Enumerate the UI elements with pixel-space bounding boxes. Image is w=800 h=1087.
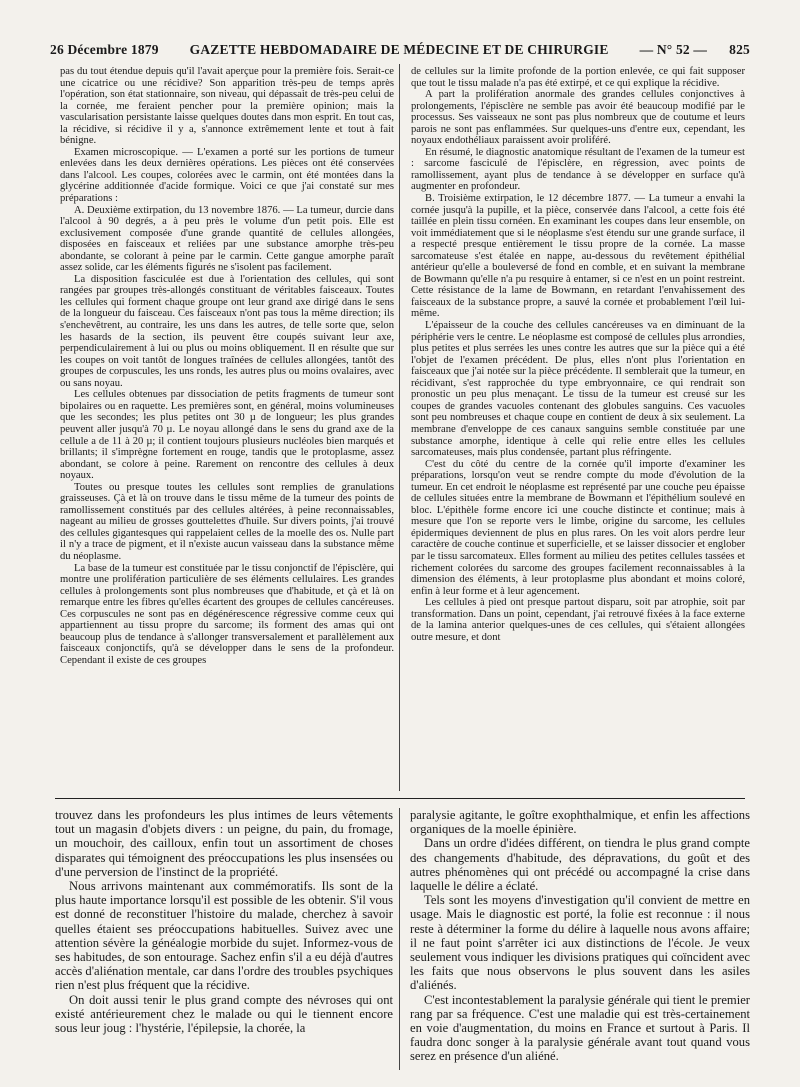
- paragraph: B. Troisième extirpation, le 12 décembre 1877. — La tumeur a envahi la cornée jusqu'à la pupille, et la pièce, conservée dans l'alcool, a cette fois été taillée en plein tissu cornéen. En examinant les coupes dans leur ensemble, on voit immédiatement que si le néoplasme s'est étendu sur une grande surface, il a respecté presque entièrement le tissu propre de la cornée. La masse sarcomateuse s'est étalée en nappe, au-dessous du revêtement épithélial antérieur qu'elle a bouleversé de fond en comble, et en suivant la membrane de Bowmann qu'elle n'a pu resquire à entamer, si ce n'est en un point restreint. Cette résistance de la lame de Bowmann, en retardant l'envahissement des faisceaux de la substance propre, a sauvé la cornée et probablement l'œil lui-même.: [411, 193, 745, 320]
- paragraph: A. Deuxième extirpation, du 13 novembre 1876. — La tumeur, durcie dans l'alcool à 90 degrés, a à peu près le volume d'un petit pois. Elle est exclusivement composée d'une grande quantité de cellules allongées, disposées en faisceaux et reliées par une substance amorphe très-peu abondante, se colorant à peine par le carmin. Cette gangue amorphe paraît assez solide, car les éléments figurés ne s'isolent pas facilement.: [60, 204, 394, 274]
- column-divider-top: [399, 64, 400, 791]
- paragraph: pas du tout étendue depuis qu'il l'avait aperçue pour la première fois. Serait-ce une cicatrice ou une récidive? Son apparition très-peu de temps après l'opération, son état stationnaire, son niveau, qui dépassait de très-peu celui de la cornée, me feraient pencher pour la première opinion; mais la vascularisation persistante laisse quelques doutes dans mon esprit. En tout cas, la récidive, si récidive il y a, s'annonce extrêmement lente et tout à fait bénigne.: [60, 66, 394, 147]
- paragraph: C'est incontestablement la paralysie générale qui tient le premier rang par sa fréquence. C'est une maladie qui est très-certainement en voie d'augmentation, du moins en France et surtout à Paris. Il faudra donc songer à la paralysie générale avant tout quand vous serez en présence d'un aliéné.: [410, 992, 750, 1064]
- paragraph: La base de la tumeur est constituée par le tissu conjonctif de l'épisclère, qui montre une prolifération particulière de ses éléments cellulaires. Les grandes cellules à prolongements sont plus nombreuses que d'habitude, et çà et là on remarque entre les fibres qu'elles écartent des groupes de cellules cancéreuses. Ces corpuscules ne sont pas en dégénérescence régressive comme ceux qui appartiennent au tissu propre du sarcome; ils forment des amas qui ont beaucoup plus de tendance à s'allonger transversalement et parallèlement aux faisceaux conjonctifs, qu'à se développer dans le sens de la profondeur. Cependant il existe de ces groupes: [60, 562, 394, 666]
- paragraph: En résumé, le diagnostic anatomique résultant de l'examen de la tumeur est : sarcome fasciculé de l'épisclère, en régression, avec points de ramollissement, ayant plus de tendance à se développer en surface qu'à augmenter en profondeur.: [411, 146, 745, 193]
- bottom-right-column: [410, 808, 750, 1074]
- paragraph: La disposition fasciculée est due à l'orientation des cellules, qui sont rangées par groupes très-allongés constituant de véritables faisceaux. Toutes les cellules qui forment chaque groupe ont leur grand axe dirigé dans le sens de la longueur du faisceau. Ces faisceaux n'ont pas tous la même direction; ils s'enchevêtrent, au contraire, les uns dans les autres, de telle sorte que, selon les hasards de la section, ils peuvent être coupés suivant leur axe, perpendiculairement à lui ou plus ou moins obliquement. Il en résulte que sur les coupes on voit tantôt de longues traînées de cellules allongées, tantôt des groupes de corpuscules, les uns ronds, les autres plus ou moins ovalaires, avec ou sans noyau.: [60, 273, 394, 389]
- paragraph: On doit aussi tenir le plus grand compte des névroses qui ont existé antérieurement chez le malade ou qui le tiennent encore sous leur joug : l'hystérie, l'épilepsie, la chorée, la: [55, 992, 393, 1036]
- issue-number: — N° 52 —: [639, 42, 708, 57]
- paragraph: C'est du côté du centre de la cornée qu'il importe d'examiner les préparations, lorsqu'on veut se rendre compte du mode d'évolution de la tumeur. En cet endroit le néoplasme est représenté par une couche peu épaisse de cellules situées entre la membrane de Bowmann et l'épithélium soulevé en bloc. L'épithèle forme encore ici une couche distincte et continue; mais à mesure que l'on se reporte vers le limbe, origine du sarcome, les cellules épidermiques deviennent de plus en plus rares. On les voit alors perdre leur caractère de couche continue et superficielle, et se laisser dissocier et englober par le tissu sarcomateux. Elles forment au milieu des petites cellules tassées et richement colorées du sarcome des groupes facilement reconnaissables à la dimension des éléments, à leur protoplasme plus abondant et moins coloré, enfin à leur forme et à leur agencement.: [411, 458, 745, 597]
- column-divider-bottom: [399, 808, 400, 1070]
- paragraph: Toutes ou presque toutes les cellules sont remplies de granulations graisseuses. Çà et là on trouve dans le tissu même de la tumeur des points de ramollissement constitués par des cellules altérées, à peine reconnaissables, nageant au milieu de grosses gouttelettes d'huile. Sur divers points, j'ai trouvé des cellules gigantesques qui rappelaient celles de la moelle des os. Nulle part il n'y a trace de pigment, et il n'existe aucun vaisseau dans la substance même du néoplasme.: [60, 481, 394, 562]
- top-left-column: [60, 66, 394, 793]
- paragraph: trouvez dans les profondeurs les plus intimes de leurs vêtements tout un magasin d'objets divers : un peigne, du pain, du fromage, un mouchoir, des cailloux, enfin tout un assortiment de choses disparates qui témoignent des préoccupations les plus insensées ou d'une perversion de l'instinct de la propriété.: [55, 808, 393, 879]
- top-right-column: [411, 66, 745, 793]
- paragraph: A part la prolifération anormale des grandes cellules conjonctives à prolongements, l'épisclère ne semble pas avoir été beaucoup modifié par le processus. Ses vaisseaux ne sont pas plus nombreux que de coutume et leurs parois ne sont pas enflammées. Sur quelques-uns d'entre eux, cependant, les noyaux endothéliaux paraissent avoir proliféré.: [411, 89, 745, 147]
- page-number: 825: [729, 42, 750, 57]
- paragraph: Les cellules à pied ont presque partout disparu, soit par atrophie, soit par transformation. Dans un point, cependant, j'ai retrouvé fixées à la face externe de la lamina anterior quelques-unes de ces cellules, qui s'étaient allongées outre mesure, et dont: [411, 597, 745, 643]
- section-divider: [55, 798, 745, 799]
- paragraph: Les cellules obtenues par dissociation de petits fragments de tumeur sont bipolaires ou en raquette. Les premières sont, en général, moins volumineuses que les secondes; les plus petites ont 30 µ de longueur; les plus grandes peuvent aller jusqu'à 70 µ. Le noyau allongé dans le sens du grand axe de la cellule a de 11 à 20 µ; il contient toujours plusieurs nucléoles bien marqués et brillants; il s'imprègne fortement en rouge, tandis que le protoplasme, assez abondant, se colore à peine. Rarement on rencontre des cellules à deux noyaux.: [60, 389, 394, 482]
- paragraph: L'épaisseur de la couche des cellules cancéreuses va en diminuant de la périphérie vers le centre. Le néoplasme est composé de cellules plus arrondies, plus petites et plus serrées les unes contre les autres que sur la pièce qui a été l'objet de l'examen précédent. De plus, elles n'ont plus l'orientation en faisceaux que j'ai notée sur la pièce précédente. Il semblerait que la tumeur, en récidivant, s'est rapprochée du type embryonnaire, ce qui rendrait son pronostic un peu plus menaçant. Le tissu de la tumeur est creusé sur les coupes de grandes vacuoles contenant des globules sanguins. Ces vacuoles sont peu nombreuses et chaque coupe en contient de deux à six seulement. La membrane d'enveloppe de ces canaux sanguins semble constituée par une substance amorphe, identique à celle qui relie entre elles les cellules sarcomateuses, mais plus condensée, partant plus réfringente.: [411, 320, 745, 459]
- page-header: [50, 42, 750, 60]
- bottom-left-column: [55, 808, 393, 1074]
- journal-title: GAZETTE HEBDOMADAIRE DE MÉDECINE ET DE CHIRURGIE: [189, 42, 609, 57]
- paragraph: paralysie agitante, le goître exophthalmique, et enfin les affections organiques de la moelle épinière.: [410, 808, 750, 837]
- paragraph: Nous arrivons maintenant aux commémoratifs. Ils sont de la plus haute importance lorsqu'il est possible de les obtenir. S'il vous est donné de reconstituer l'histoire du malade, cherchez à savoir quelles étaient ses préoccupations habituelles. Suivez avec une attention sévère la généalogie morbide du sujet. Informez-vous de ses habitudes, de son entourage. Sachez enfin s'il a eu déjà d'autres accès d'aliénation mentale, car dans l'ordre des troubles psychiques rien n'est plus fréquent que la récidive.: [55, 879, 393, 993]
- paragraph: Dans un ordre d'idées différent, on tiendra le plus grand compte des changements d'habitude, des dépravations, du goût et des autres phénomènes qui ont précédé ou accompagné la crise dans laquelle le délire a éclaté.: [410, 836, 750, 894]
- paragraph: Tels sont les moyens d'investigation qu'il convient de mettre en usage. Mais le diagnostic est porté, la folie est reconnue : il nous reste à déterminer la forme du délire à laquelle nous avons affaire; il ne faut point s'arrêter ici aux distinctions de l'école. Je veux seulement vous indiquer les divisions pratiques qui coïncident avec les faits que nous observons le plus souvent dans les asiles d'aliénés.: [410, 893, 750, 993]
- paragraph: de cellules sur la limite profonde de la portion enlevée, ce qui fait supposer que tout le tissu malade n'a pas été extirpé, et ce qui explique la récidive.: [411, 66, 745, 89]
- issue-date: 26 Décembre 1879: [50, 42, 159, 57]
- paragraph: Examen microscopique. — L'examen a porté sur les portions de tumeur enlevées dans les deux dernières opérations. Les pièces ont été conservées dans l'alcool. Les coupes, colorées avec le carmin, ont été montées dans la glycérine additionnée d'acide formique. Voici ce que j'ai constaté sur mes préparations :: [60, 146, 394, 205]
